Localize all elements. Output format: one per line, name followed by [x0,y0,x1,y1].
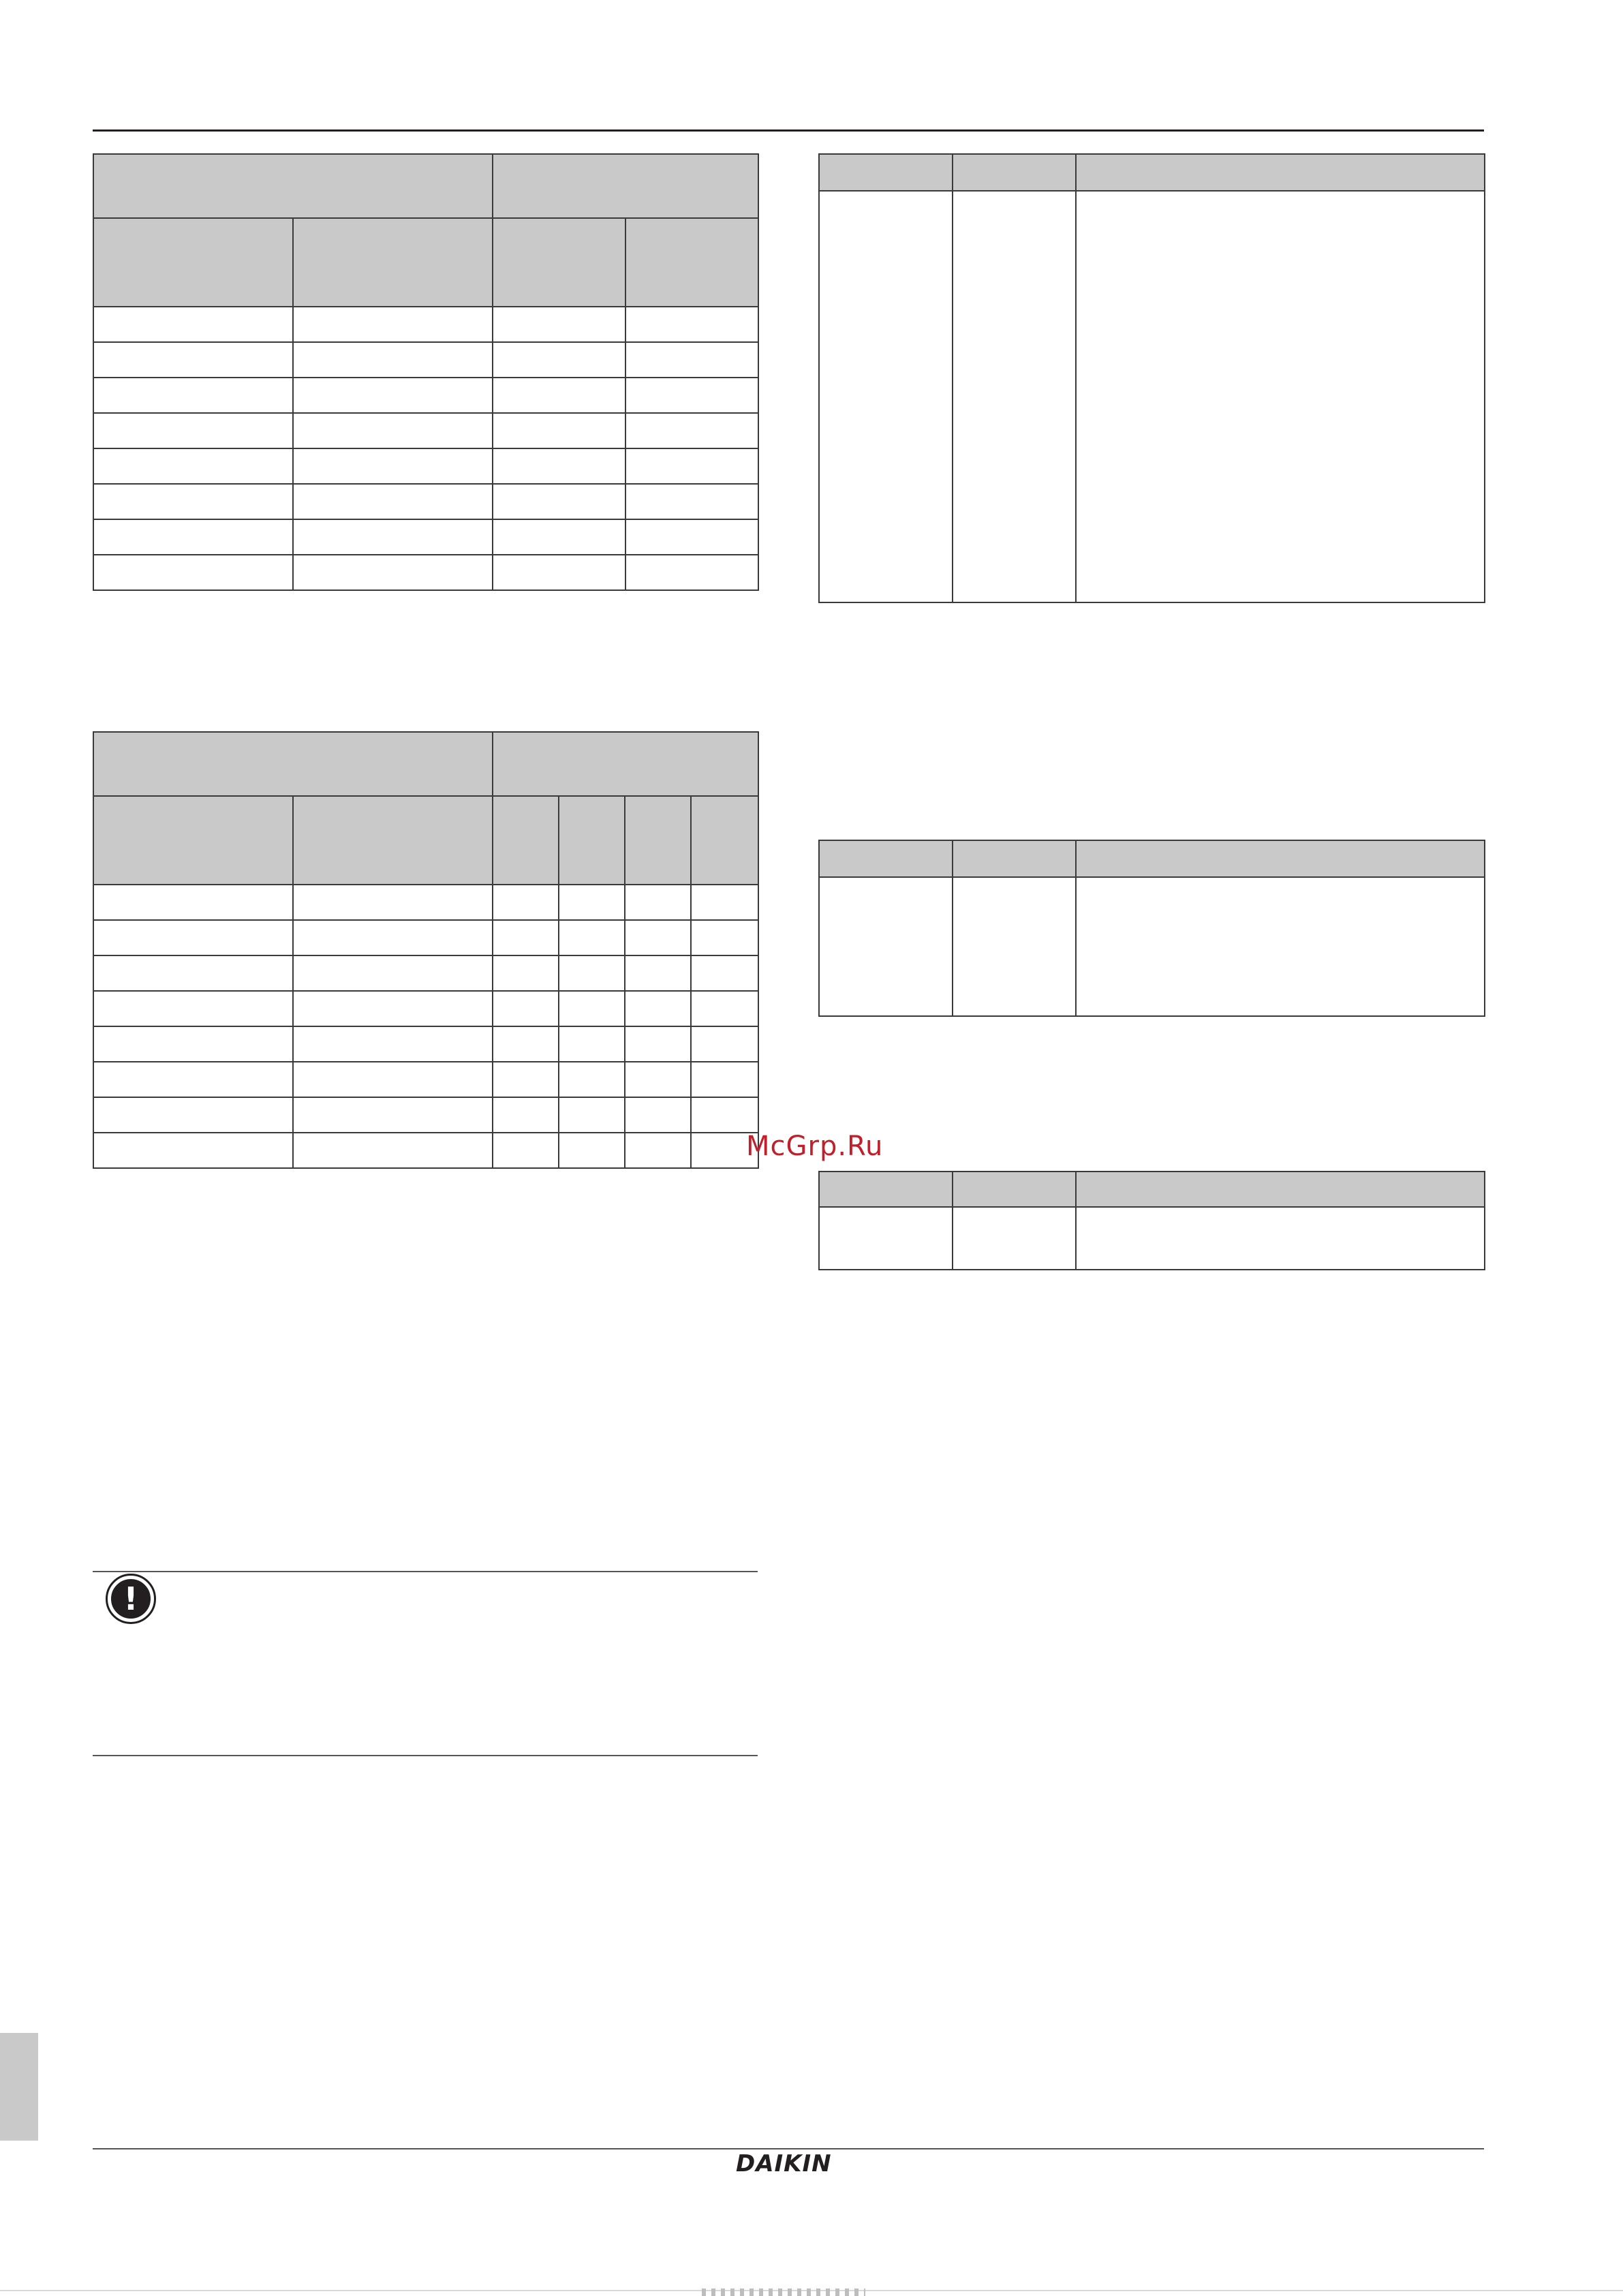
note-bottom-rule [93,1755,758,1756]
table-row [93,1097,758,1133]
table-header-cell [493,732,758,796]
right-middle-table [818,840,1485,1017]
table-subheader-cell [625,218,758,307]
table-header-cell [93,154,493,218]
watermark-text: McGrp.Ru [746,1131,884,1162]
table-header-cell [93,732,493,796]
table-row [93,484,758,519]
table-row [93,307,758,342]
table-subheader-cell [625,796,691,885]
table-row [93,920,758,955]
table-header-cell [819,1172,953,1207]
left-top-table [93,153,759,591]
table-row [93,378,758,413]
table-subheader-cell [93,218,293,307]
note-top-rule [93,1571,758,1572]
chapter-side-tab [0,2033,38,2141]
right-top-table [818,153,1485,603]
table-header-cell [819,154,953,191]
table-row [93,991,758,1026]
table-subheader-cell [493,218,625,307]
footer-rule [93,2148,1484,2149]
header-rule [93,129,1484,132]
table-header-cell [493,154,758,218]
right-bottom-table [818,1171,1485,1270]
table-subheader-cell [293,796,493,885]
table-row [819,191,1485,602]
table-row [93,448,758,484]
table-header-cell [1076,840,1485,877]
table-header-cell [1076,1172,1485,1207]
left-bottom-table [93,731,759,1169]
table-row [93,885,758,920]
table-row [93,1062,758,1097]
table-subheader-cell [493,796,559,885]
table-row [93,1026,758,1062]
table-header-cell [953,1172,1076,1207]
table-header-cell [953,154,1076,191]
table-header-cell [953,840,1076,877]
important-exclamation-icon: ! [108,1576,154,1622]
table-subheader-cell [559,796,625,885]
table-row [93,955,758,991]
table-row [93,1133,758,1168]
daikin-logo: DAIKIN [736,2150,832,2177]
table-row [93,519,758,555]
table-subheader-cell [293,218,493,307]
table-header-cell [1076,154,1485,191]
table-row [93,413,758,448]
table-row [819,1207,1485,1270]
table-subheader-cell [93,796,293,885]
table-header-cell [819,840,953,877]
table-row [93,555,758,590]
scan-edge-marks [702,2289,865,2296]
table-row [819,877,1485,1016]
table-subheader-cell [691,796,758,885]
table-row [93,342,758,378]
